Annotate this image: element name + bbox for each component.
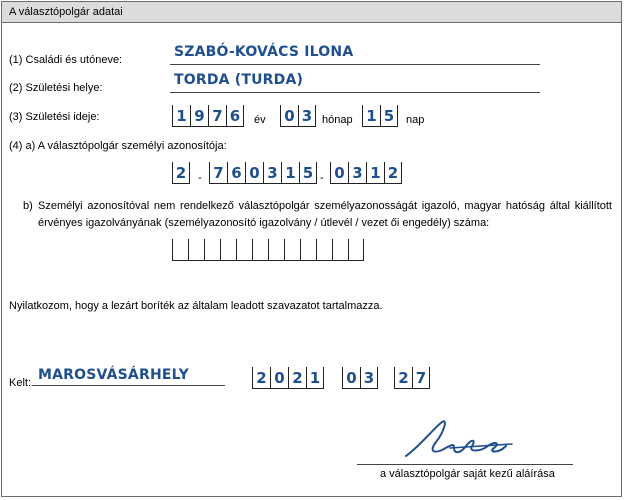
- sign-day-digit[interactable]: 7: [412, 367, 430, 389]
- sign-year-digit[interactable]: 2: [288, 367, 306, 389]
- sign-month-digit[interactable]: 3: [360, 367, 378, 389]
- form-header: [2, 2, 621, 23]
- personal-id-digit[interactable]: 5: [299, 162, 317, 184]
- sign-month-digit[interactable]: 0: [342, 367, 360, 389]
- personal-id-digit[interactable]: 1: [366, 162, 384, 184]
- personal-id-digit[interactable]: 0: [330, 162, 348, 184]
- sign-month-boxes[interactable]: [342, 367, 378, 389]
- birthdate-label: (3) Születési ideje:: [9, 111, 100, 123]
- birth-month-boxes[interactable]: [280, 105, 316, 127]
- id-doc-cell[interactable]: [332, 239, 348, 261]
- month-unit: hónap: [322, 114, 353, 126]
- id-doc-cell[interactable]: [268, 239, 284, 261]
- id-doc-cell[interactable]: [220, 239, 236, 261]
- signature-caption: a választópolgár saját kezű aláírása: [380, 468, 555, 480]
- id-doc-cell[interactable]: [236, 239, 252, 261]
- id-doc-cell[interactable]: [316, 239, 332, 261]
- birth-year-digit[interactable]: 9: [190, 105, 208, 127]
- id-doc-cell[interactable]: [284, 239, 300, 261]
- id-doc-number-boxes[interactable]: [172, 239, 364, 261]
- personal-id-digit[interactable]: 6: [227, 162, 245, 184]
- id-doc-cell[interactable]: [348, 239, 364, 261]
- name-underline: [170, 64, 540, 65]
- id-doc-cell[interactable]: [204, 239, 220, 261]
- id-doc-cell[interactable]: [188, 239, 204, 261]
- day-unit: nap: [406, 114, 425, 126]
- personal-id-digit[interactable]: 7: [209, 162, 227, 184]
- birth-year-digit[interactable]: 7: [208, 105, 226, 127]
- birth-day-digit[interactable]: 1: [362, 105, 380, 127]
- place-value[interactable]: MAROSVÁSÁRHELY: [38, 367, 189, 383]
- sign-year-digit[interactable]: 0: [270, 367, 288, 389]
- personal-id-group2[interactable]: [209, 162, 317, 184]
- birthplace-underline: [170, 92, 540, 93]
- personal-id-group1[interactable]: [172, 162, 190, 184]
- birth-year-digit[interactable]: 1: [172, 105, 190, 127]
- declaration-text: Nyilatkozom, hogy a lezárt boríték az általam leadott szavazatot tartalmazza.: [9, 300, 383, 312]
- sign-year-digit[interactable]: 2: [252, 367, 270, 389]
- personal-id-label: (4) a) A választópolgár személyi azonosítója:: [9, 140, 227, 152]
- id-separator: -: [198, 172, 202, 184]
- id-separator: -: [320, 172, 324, 184]
- birth-month-digit[interactable]: 3: [298, 105, 316, 127]
- birth-day-digit[interactable]: 5: [380, 105, 398, 127]
- birth-day-boxes[interactable]: [362, 105, 398, 127]
- id-doc-cell[interactable]: [172, 239, 188, 261]
- sign-day-digit[interactable]: 2: [394, 367, 412, 389]
- id-doc-b-label: b): [23, 200, 33, 212]
- sign-day-boxes[interactable]: [394, 367, 430, 389]
- id-doc-cell[interactable]: [252, 239, 268, 261]
- name-label: (1) Családi és utóneve:: [9, 54, 123, 66]
- year-unit: év: [254, 114, 266, 126]
- sign-year-digit[interactable]: 1: [306, 367, 324, 389]
- signature-scribble: [402, 416, 522, 466]
- birth-year-digit[interactable]: 6: [226, 105, 244, 127]
- personal-id-digit[interactable]: 0: [245, 162, 263, 184]
- voter-data-form: [1, 1, 622, 497]
- personal-id-digit[interactable]: 3: [263, 162, 281, 184]
- sign-year-boxes[interactable]: [252, 367, 324, 389]
- birth-year-boxes[interactable]: [172, 105, 244, 127]
- form-title: A választópolgár adatai: [9, 6, 123, 18]
- personal-id-digit[interactable]: 2: [172, 162, 190, 184]
- personal-id-digit[interactable]: 1: [281, 162, 299, 184]
- id-doc-cell[interactable]: [300, 239, 316, 261]
- personal-id-digit[interactable]: 3: [348, 162, 366, 184]
- birthplace-label: (2) Születési helye:: [9, 82, 103, 94]
- place-underline: [32, 385, 225, 386]
- name-value[interactable]: SZABÓ-KOVÁCS ILONA: [174, 44, 354, 60]
- signature-line: [357, 464, 573, 465]
- id-doc-text: Személyi azonosítóval nem rendelkező választópolgár személyazonosságát igazoló, magyar hatóság által kiállított érvényes igazolványának (személyazonosító igazolvány / útlevél / vezet ői engedély) száma:: [38, 200, 612, 229]
- personal-id-group3[interactable]: [330, 162, 402, 184]
- birth-month-digit[interactable]: 0: [280, 105, 298, 127]
- kelt-label: Kelt:: [9, 377, 32, 389]
- birthplace-value[interactable]: TORDA (TURDA): [174, 72, 304, 88]
- personal-id-digit[interactable]: 2: [384, 162, 402, 184]
